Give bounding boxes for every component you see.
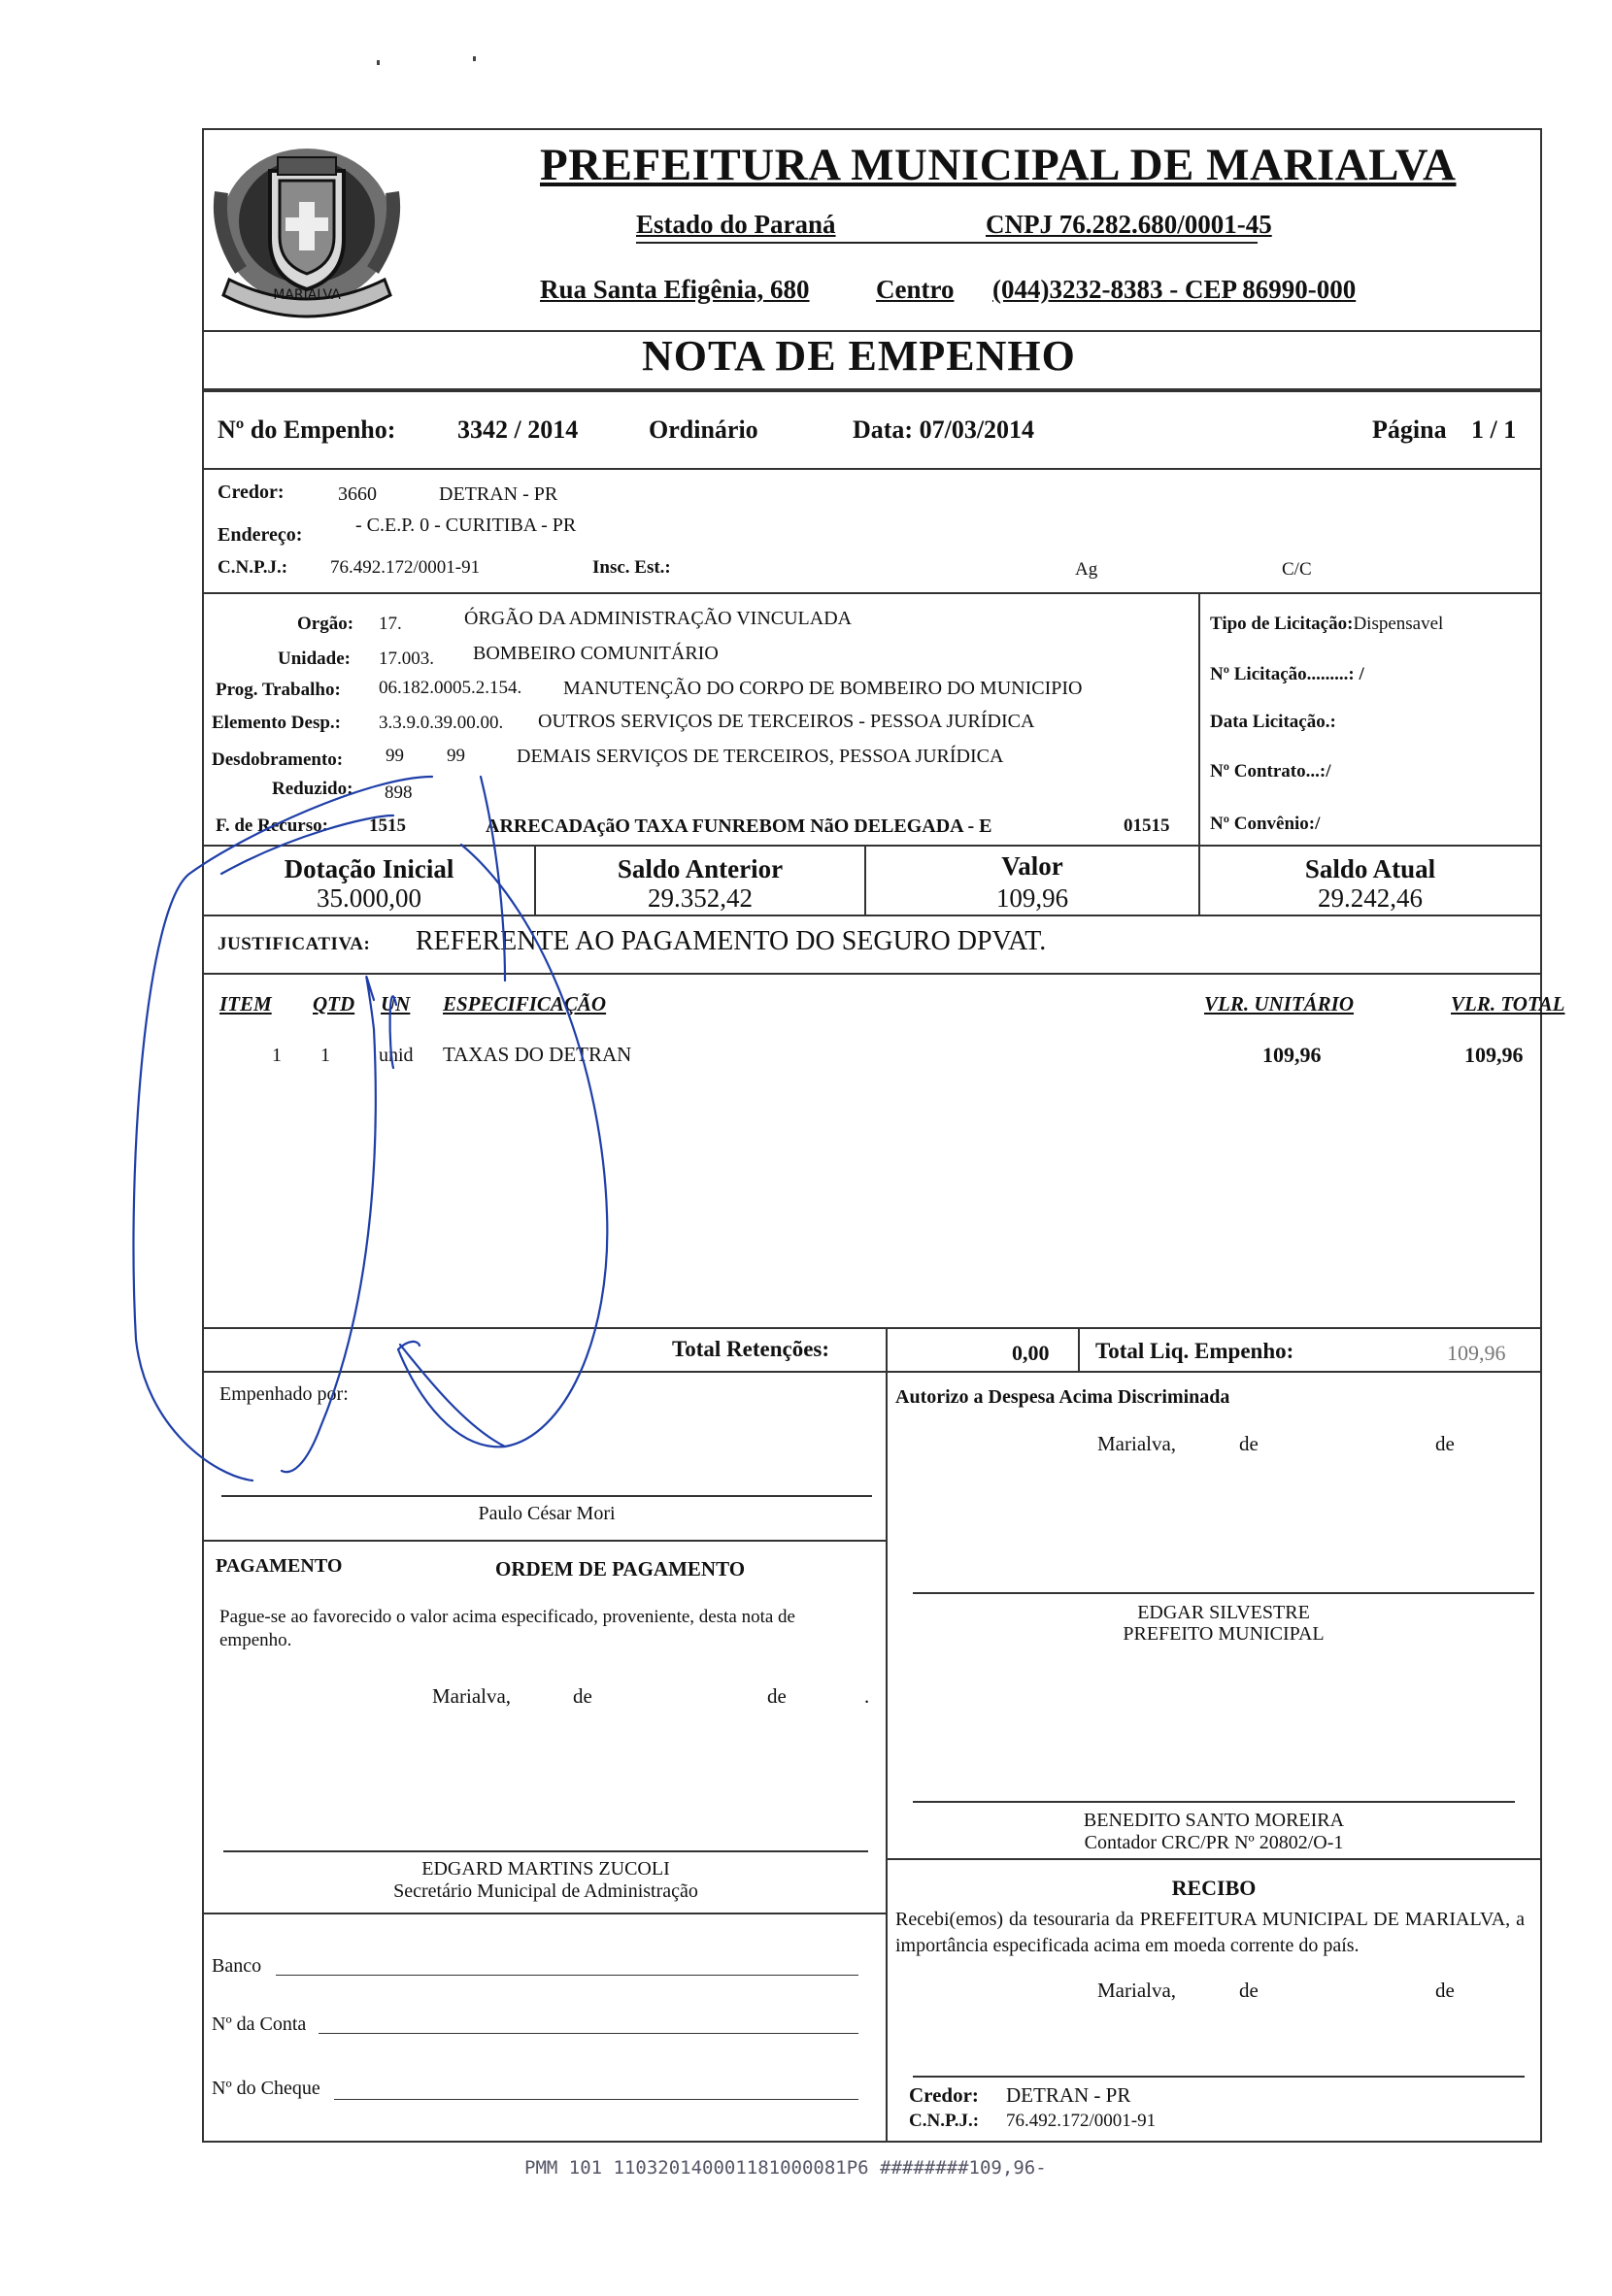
elemento-desp-code: 3.3.9.0.39.00.00. bbox=[379, 713, 504, 733]
recibo-label: RECIBO bbox=[1171, 1876, 1257, 1900]
desdobramento-label: Desdobramento: bbox=[212, 749, 344, 770]
tipo-licitacao-label-text: Tipo de Licitação: bbox=[1210, 614, 1354, 634]
reduzido-value: 898 bbox=[385, 782, 413, 803]
desdobramento-code-1: 99 bbox=[386, 746, 404, 766]
empenho-number-label: Nº do Empenho: bbox=[218, 416, 396, 444]
estado-label: Estado do Paraná bbox=[636, 210, 836, 239]
recibo-text: Recebi(emos) da tesouraria da PREFEITURA MUNICIPAL DE MARIALVA, a importância especificada acima em moeda corrente do país. bbox=[895, 1909, 1525, 1956]
empenhado-por-label: Empenhado por: bbox=[219, 1383, 349, 1405]
unidade-desc: BOMBEIRO COMUNITÁRIO bbox=[473, 643, 719, 664]
signature-line bbox=[913, 1592, 1534, 1594]
empenho-type: Ordinário bbox=[649, 416, 758, 444]
col-header-vlr-total: VLR. TOTAL bbox=[1451, 992, 1565, 1015]
credor-name: DETRAN - PR bbox=[439, 483, 558, 505]
tipo-licitacao-value: Dispensavel bbox=[1353, 614, 1444, 634]
cnpj-label: C.N.P.J.: bbox=[218, 557, 288, 578]
saldo-anterior-value: 29.352,42 bbox=[648, 883, 753, 913]
saldo-atual-label: Saldo Atual bbox=[1304, 854, 1436, 883]
divider bbox=[886, 1327, 888, 1371]
divider bbox=[202, 468, 1542, 470]
elemento-desp-desc: OUTROS SERVIÇOS DE TERCEIROS - PESSOA JURÍDICA bbox=[538, 711, 1035, 732]
item-vlr-total: 109,96 bbox=[1464, 1043, 1524, 1067]
total-retencoes-value: 0,00 bbox=[1012, 1341, 1050, 1365]
prog-trabalho-desc: MANUTENÇÃO DO CORPO DE BOMBEIRO DO MUNICIPIO bbox=[563, 678, 1083, 699]
total-liquido-label: Total Liq. Empenho: bbox=[1095, 1339, 1294, 1363]
total-retencoes-label: Total Retenções: bbox=[672, 1337, 830, 1361]
fonte-recurso-label: F. de Recurso: bbox=[216, 815, 328, 836]
justificativa-text: REFERENTE AO PAGAMENTO DO SEGURO DPVAT. bbox=[416, 926, 1047, 956]
endereco-value: - C.E.P. 0 - CURITIBA - PR bbox=[355, 515, 577, 536]
conta-line[interactable] bbox=[319, 2033, 858, 2034]
signature-line bbox=[913, 1801, 1515, 1803]
banco-label: Banco bbox=[212, 1955, 262, 1977]
scan-speck bbox=[377, 60, 380, 65]
item-especificacao: TAXAS DO DETRAN bbox=[443, 1043, 632, 1066]
divider bbox=[202, 1540, 886, 1542]
document-title: NOTA DE EMPENHO bbox=[642, 332, 1076, 380]
conta-label: Nº da Conta bbox=[212, 2013, 307, 2035]
valor-label: Valor bbox=[1001, 851, 1063, 881]
numero-convenio: Nº Convênio:/ bbox=[1210, 814, 1321, 834]
address-phone-cep: (044)3232-8383 - CEP 86990-000 bbox=[992, 275, 1357, 304]
ordem-pagamento-label: ORDEM DE PAGAMENTO bbox=[495, 1557, 746, 1581]
divider bbox=[202, 592, 1542, 594]
fonte-recurso-desc: ARRECADAçãO TAXA FUNREBOM NãO DELEGADA - E bbox=[486, 815, 992, 837]
svg-text:MARIALVA: MARIALVA bbox=[273, 287, 341, 303]
prefeito-label: PREFEITO MUNICIPAL bbox=[1123, 1623, 1325, 1645]
justificativa-label: JUSTIFICATIVA: bbox=[218, 934, 371, 954]
numero-contrato: Nº Contrato...:/ bbox=[1210, 761, 1331, 782]
desdobramento-code-2: 99 bbox=[447, 746, 465, 766]
pagamento-dot: . bbox=[864, 1684, 870, 1708]
fonte-recurso-code: 1515 bbox=[369, 815, 406, 836]
pagamento-de-1: de bbox=[573, 1684, 592, 1708]
agencia-label: Ag bbox=[1075, 559, 1098, 580]
edgard-name: EDGARD MARTINS ZUCOLI bbox=[421, 1858, 670, 1880]
credor-label: Credor: bbox=[218, 482, 285, 503]
recibo-marialva: Marialva, bbox=[1097, 1979, 1177, 2002]
pagamento-marialva: Marialva, bbox=[432, 1684, 512, 1708]
divider bbox=[202, 1913, 886, 1914]
saldo-atual-value: 29.242,46 bbox=[1318, 883, 1423, 913]
numero-licitacao: Nº Licitação.........: / bbox=[1210, 664, 1364, 684]
orgao-code: 17. bbox=[379, 614, 402, 634]
dotacao-value: 35.000,00 bbox=[317, 883, 421, 913]
secretario-label: Secretário Municipal de Administração bbox=[393, 1880, 698, 1902]
autenticacao-mecanica: PMM 101 110320140001181000081P6 ########109,96- bbox=[524, 2157, 1047, 2179]
address-street: Rua Santa Efigênia, 680 bbox=[540, 275, 810, 304]
col-header-un: UN bbox=[381, 992, 411, 1015]
col-header-especificacao: ESPECIFICAÇÃO bbox=[443, 992, 607, 1015]
signature-line bbox=[221, 1495, 872, 1497]
banco-line[interactable] bbox=[276, 1975, 858, 1976]
coat-of-arms-logo bbox=[210, 134, 404, 328]
recibo-de-1: de bbox=[1239, 1979, 1259, 2002]
prog-trabalho-label: Prog. Trabalho: bbox=[216, 680, 341, 700]
cheque-line[interactable] bbox=[334, 2099, 858, 2100]
page-label: Página bbox=[1372, 416, 1447, 444]
benedito-name: BENEDITO SANTO MOREIRA bbox=[1083, 1810, 1345, 1831]
total-liquido-value: 109,96 bbox=[1447, 1341, 1506, 1365]
divider bbox=[202, 1371, 1542, 1373]
elemento-desp-label: Elemento Desp.: bbox=[212, 713, 341, 733]
divider bbox=[202, 973, 1542, 975]
item-un: unid bbox=[379, 1045, 414, 1066]
empenho-date: Data: 07/03/2014 bbox=[853, 416, 1035, 444]
autorizo-de-1: de bbox=[1239, 1432, 1259, 1455]
dotacao-label: Dotação Inicial bbox=[284, 854, 454, 883]
edgar-name: EDGAR SILVESTRE bbox=[1137, 1602, 1310, 1623]
endereco-label: Endereço: bbox=[218, 524, 303, 546]
table-row bbox=[204, 1039, 1540, 1070]
page-title: PREFEITURA MUNICIPAL DE MARIALVA bbox=[540, 140, 1457, 190]
saldo-anterior-label: Saldo Anterior bbox=[617, 854, 784, 883]
paulo-name: Paulo César Mori bbox=[478, 1503, 616, 1524]
item-number: 1 bbox=[272, 1045, 282, 1066]
signature-line bbox=[223, 1850, 868, 1852]
recibo-credor-label: Credor: bbox=[909, 2083, 979, 2107]
divider bbox=[1198, 592, 1200, 845]
divider bbox=[202, 1327, 1542, 1329]
divider bbox=[202, 915, 1542, 916]
unidade-label: Unidade: bbox=[278, 649, 351, 669]
underline bbox=[636, 242, 1258, 244]
recibo-de-2: de bbox=[1435, 1979, 1455, 2002]
pague-se-text: Pague-se ao favorecido o valor acima especificado, proveniente, desta nota de empenho. bbox=[219, 1607, 795, 1650]
divider bbox=[1078, 1327, 1080, 1371]
pagamento-de-2: de bbox=[767, 1684, 787, 1708]
reduzido-label: Reduzido: bbox=[272, 779, 353, 799]
divider bbox=[886, 1371, 888, 2143]
recibo-credor-value: DETRAN - PR bbox=[1006, 2083, 1131, 2107]
conta-corrente-label: C/C bbox=[1282, 559, 1312, 580]
divider bbox=[202, 845, 1542, 847]
prog-trabalho-code: 06.182.0005.2.154. bbox=[379, 678, 522, 698]
pagamento-label: PAGAMENTO bbox=[216, 1555, 343, 1577]
autorizo-marialva: Marialva, bbox=[1097, 1432, 1177, 1455]
orgao-label: Orgão: bbox=[297, 614, 354, 634]
autorizo-de-2: de bbox=[1435, 1432, 1455, 1455]
contador-label: Contador CRC/PR Nº 20802/O-1 bbox=[1084, 1832, 1344, 1853]
valor-value: 109,96 bbox=[995, 883, 1069, 913]
fonte-recurso-code-2: 01515 bbox=[1124, 815, 1170, 836]
scan-speck bbox=[473, 56, 476, 61]
cnpj-value: 76.492.172/0001-91 bbox=[330, 557, 481, 578]
col-header-qtd: QTD bbox=[313, 992, 355, 1015]
divider bbox=[202, 388, 1542, 392]
address-centro: Centro bbox=[876, 275, 955, 304]
item-vlr-unitario: 109,96 bbox=[1262, 1043, 1322, 1067]
recibo-cnpj-value: 76.492.172/0001-91 bbox=[1006, 2111, 1157, 2131]
credor-code: 3660 bbox=[338, 483, 377, 505]
unidade-code: 17.003. bbox=[379, 649, 434, 669]
tipo-licitacao-label bbox=[1210, 614, 1443, 635]
empenho-number: 3342 / 2014 bbox=[457, 416, 579, 444]
signature-line bbox=[913, 2076, 1525, 2078]
insc-est-label: Insc. Est.: bbox=[592, 557, 671, 578]
autorizo-label: Autorizo a Despesa Acima Discriminada bbox=[895, 1386, 1230, 1408]
data-licitacao: Data Licitação.: bbox=[1210, 712, 1336, 732]
desdobramento-desc: DEMAIS SERVIÇOS DE TERCEIROS, PESSOA JURÍDICA bbox=[517, 746, 1004, 767]
orgao-desc: ÓRGÃO DA ADMINISTRAÇÃO VINCULADA bbox=[464, 608, 853, 629]
recibo-cnpj-label: C.N.P.J.: bbox=[909, 2111, 980, 2131]
col-header-item: ITEM bbox=[219, 992, 272, 1015]
item-qtd: 1 bbox=[320, 1045, 330, 1066]
col-header-vlr-unitario: VLR. UNITÁRIO bbox=[1204, 992, 1355, 1015]
cnpj-prefeitura: CNPJ 76.282.680/0001-45 bbox=[986, 210, 1272, 239]
page-number: 1 / 1 bbox=[1471, 416, 1517, 444]
cheque-label: Nº do Cheque bbox=[212, 2078, 320, 2099]
divider bbox=[886, 1858, 1542, 1860]
